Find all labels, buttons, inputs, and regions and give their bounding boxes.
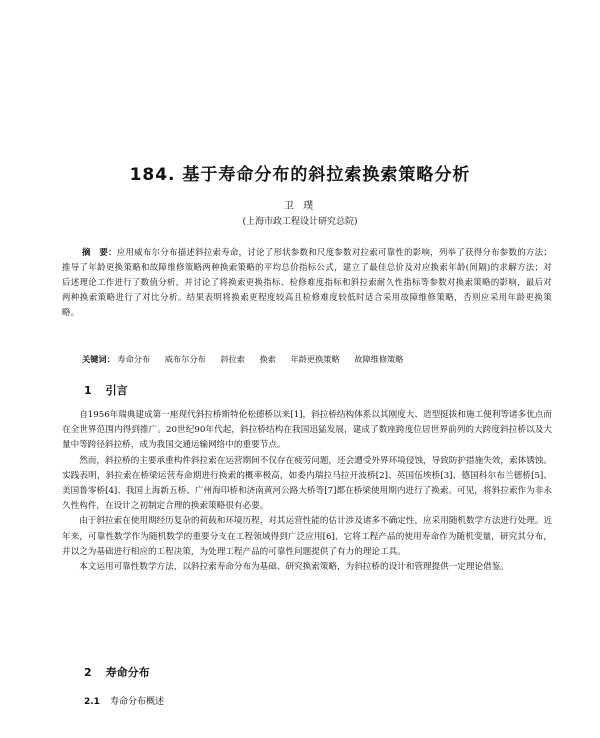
- subsection-heading: [84, 694, 164, 707]
- section-title: 寿命分布: [105, 666, 150, 679]
- abstract: [62, 245, 552, 320]
- keyword: 斜拉索: [220, 354, 245, 364]
- paragraph: 由于斜拉索在使用期经历复杂的荷载和环境历程，对其运营性能的估计涉及诸多不确定性，应采用随机数学方法进行处理。近年来，可靠性数学作为随机数学的重要分支在工程领域得到广泛应用[6]，它将工程产品的使用寿命作为随机变量，研究其分布，并以之为基础进行相应的工程决策，为处理工程产品的可靠性问题提供了有力的理论工具。: [62, 516, 552, 557]
- abstract-text: 应用威布尔分布描述斜拉索寿命，讨论了形状参数和尺度参数对拉索可靠性的影响，列举了获得分布参数的方法；推导了年龄更换策略和故障维修策略两种换索策略的平均总价指标公式，建立了最佳总价及对应换索年龄(间隔)的求解方法；对后述理论工作进行了数值分析，并讨论了将换索更换指标、检修难度指标和斜拉索耐久性指标等参数对换索策略的影响，最后对两种换索策略进行了对比分析。结果表明将换索更程度较高且检修难度较低时适合采用故障维修策略，否则应采用年龄更换策略。: [62, 247, 553, 317]
- paper-title: 184. 基于寿命分布的斜拉索换索策略分析: [129, 165, 471, 185]
- keyword: 威布尔分布: [164, 354, 206, 364]
- paragraph: 自1956年瑞典建成第一座现代斜拉桥斯特伦松德桥以来[1]，斜拉桥结构体系以其刚度大、造型挺拔和施工便利等诸多优点而在全世界范围内得到推广。20世纪90年代起，斜拉桥结构在我国迅猛发展，建成了数座跨度位居世界前列的大跨度斜拉桥以及大量中等跨径斜拉桥，成为我国交通运输网络中的重要节点。: [62, 410, 552, 451]
- abstract-label: 摘 要：: [82, 247, 117, 257]
- keyword: 年龄更换策略: [290, 354, 340, 364]
- subsection-number: 2.1: [84, 697, 100, 707]
- section-title: 引言: [105, 384, 128, 397]
- introduction-body: [62, 408, 552, 575]
- section-heading-introduction: [84, 382, 128, 398]
- keyword: 寿命分布: [117, 354, 151, 364]
- section-number: 1: [84, 384, 92, 397]
- subsection-title: 寿命分布概述: [109, 697, 164, 707]
- keywords-label: 关键词：: [82, 354, 115, 364]
- keywords: [62, 352, 552, 366]
- paragraph: 然而，斜拉桥的主要承重构件斜拉索在运营期间不仅存在疲劳问题，还会遭受外界环境侵蚀，导致防护措施失效，索体锈蚀。实践表明，斜拉索在桥梁运营寿命期进行换索的概率极高，如委内瑞拉马拉开波桥[2]、英国伍埃桥[3]、德国科尔布兰德桥[5]、美国鲁零桥[4]、我国上海新五桥、广州海印桥和济南黄河公路大桥等[7]都在桥梁使用期内进行了换索。可见，将斜拉索作为非永久性构件，在设计之初制定合理的换索策略很有必要。: [62, 455, 552, 512]
- section-heading-life-distribution: [84, 664, 150, 680]
- section-number: 2: [84, 666, 92, 679]
- author-affiliation: (上海市政工程设计研究总院): [242, 217, 358, 227]
- keyword: 换索: [259, 354, 276, 364]
- keyword: 故障维修策略: [354, 354, 404, 364]
- paragraph: 本文运用可靠性数学方法，以斜拉索寿命分布为基础、研究换索策略，为斜拉桥的设计和管理提供一定理论借鉴。: [79, 562, 509, 573]
- author-name: 卫 璞: [283, 201, 317, 212]
